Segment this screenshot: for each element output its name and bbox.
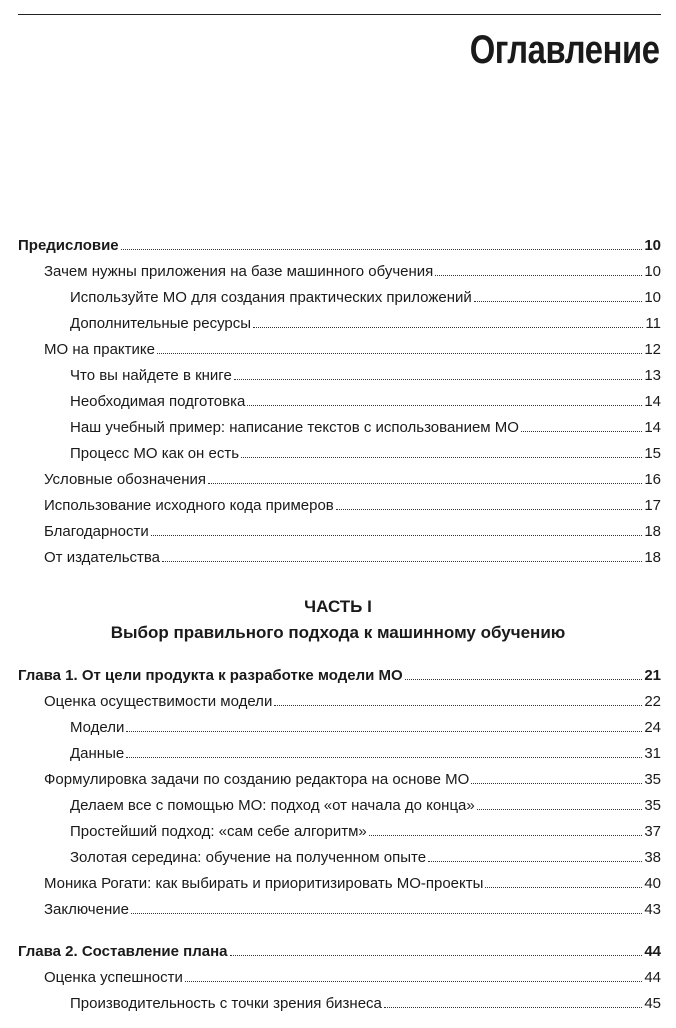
toc-page: 38	[644, 849, 661, 866]
toc-page: 45	[644, 995, 661, 1012]
toc-label: Заключение	[44, 901, 129, 918]
toc-entry[interactable]	[70, 842, 661, 866]
toc-entry[interactable]	[44, 334, 661, 358]
leader-dots	[162, 561, 642, 562]
toc-label: Использование исходного кода примеров	[44, 497, 334, 514]
toc-entry[interactable]	[44, 962, 661, 986]
leader-dots	[247, 405, 642, 406]
leader-dots	[477, 809, 643, 810]
leader-dots	[521, 431, 642, 432]
toc-page: 14	[644, 393, 661, 410]
toc-entry[interactable]	[44, 256, 661, 280]
toc-entry[interactable]	[44, 894, 661, 918]
toc-entry[interactable]	[0, 936, 661, 960]
leader-dots	[369, 835, 643, 836]
toc-entry[interactable]	[70, 738, 661, 762]
leader-dots	[208, 483, 642, 484]
toc-entry[interactable]	[44, 764, 661, 788]
toc-entry[interactable]	[44, 490, 661, 514]
leader-dots	[185, 981, 642, 982]
leader-dots	[131, 913, 642, 914]
toc-entry[interactable]	[44, 542, 661, 566]
toc-entry[interactable]	[70, 386, 661, 410]
toc-page: 11	[645, 315, 661, 332]
toc-label: Предисловие	[18, 237, 119, 254]
leader-dots	[230, 955, 643, 956]
leader-dots	[274, 705, 642, 706]
leader-dots	[121, 249, 643, 250]
toc-page: 40	[644, 875, 661, 892]
toc-page: 18	[644, 549, 661, 566]
leader-dots	[126, 731, 642, 732]
toc-label: Наш учебный пример: написание текстов с использованием МО	[70, 419, 519, 436]
toc-page: 43	[644, 901, 661, 918]
toc-page: 12	[644, 341, 661, 358]
toc-label: Золотая середина: обучение на полученном опыте	[70, 849, 427, 866]
toc-entry[interactable]	[44, 686, 661, 710]
toc-label: Формулировка задачи по созданию редактора на основе МО	[44, 771, 470, 788]
toc-label: МО на практике	[44, 341, 155, 358]
toc-label: Оценка осуществимости модели	[44, 693, 273, 710]
toc-label: Модели	[70, 719, 125, 736]
toc-label: Оценка успешности	[44, 969, 183, 986]
toc-page: 35	[644, 797, 661, 814]
leader-dots	[435, 275, 642, 276]
toc-entry[interactable]	[70, 438, 661, 462]
toc-label: Глава 1. От цели продукта к разработке модели МО	[18, 667, 403, 684]
toc-page: 18	[644, 523, 661, 540]
toc-page: 21	[644, 667, 661, 684]
toc-page: 16	[644, 471, 661, 488]
toc-entry[interactable]	[44, 464, 661, 488]
toc-label: Используйте МО для создания практических приложений	[70, 289, 472, 306]
leader-dots	[151, 535, 643, 536]
top-rule	[18, 14, 661, 15]
toc-label: Глава 2. Составление плана	[18, 943, 228, 960]
leader-dots	[126, 757, 642, 758]
part-title: Выбор правильного подхода к машинному обучению	[110, 623, 566, 642]
toc-entry[interactable]	[70, 988, 661, 1012]
toc-entry[interactable]	[70, 790, 661, 814]
toc-entry[interactable]	[70, 282, 661, 306]
leader-dots	[405, 679, 643, 680]
toc-label: Зачем нужны приложения на базе машинного обучения	[44, 263, 434, 280]
toc-page: 10	[644, 289, 661, 306]
toc-page: 31	[644, 745, 661, 762]
leader-dots	[384, 1007, 642, 1008]
toc-entry[interactable]	[70, 412, 661, 436]
toc-entry[interactable]	[70, 360, 661, 384]
leader-dots	[336, 509, 643, 510]
toc-page: 22	[644, 693, 661, 710]
toc-label: Моника Рогати: как выбирать и приоритизировать МО-проекты	[44, 875, 484, 892]
toc-label: Простейший подход: «сам себе алгоритм»	[70, 823, 367, 840]
leader-dots	[253, 327, 643, 328]
toc-entry[interactable]	[44, 868, 661, 892]
toc-label: От издательства	[44, 549, 161, 566]
toc-page: 35	[644, 771, 661, 788]
toc-page: 44	[644, 969, 661, 986]
toc-page: 44	[644, 943, 661, 960]
leader-dots	[157, 353, 642, 354]
page-title: Оглавление	[470, 28, 660, 72]
toc-page: 13	[644, 367, 661, 384]
toc-entry[interactable]	[70, 712, 661, 736]
toc-page: 37	[644, 823, 661, 840]
part-number: ЧАСТЬ I	[304, 597, 372, 616]
toc-label: Делаем все с помощью МО: подход «от начала до конца»	[70, 797, 475, 814]
toc-label: Производительность с точки зрения бизнеса	[70, 995, 382, 1012]
leader-dots	[471, 783, 642, 784]
leader-dots	[234, 379, 643, 380]
leader-dots	[428, 861, 642, 862]
toc-label: Что вы найдете в книге	[70, 367, 232, 384]
toc-entry[interactable]	[70, 308, 661, 332]
toc-entry[interactable]	[0, 660, 661, 684]
toc-page: 15	[644, 445, 661, 462]
toc-entry[interactable]	[70, 816, 661, 840]
toc-label: Данные	[70, 745, 125, 762]
toc-page: 10	[644, 263, 661, 280]
toc-label: Дополнительные ресурсы	[70, 315, 252, 332]
leader-dots	[474, 301, 643, 302]
toc-entry[interactable]	[0, 230, 661, 254]
toc-entry[interactable]	[44, 516, 661, 540]
leader-dots	[241, 457, 642, 458]
toc-label: Процесс МО как он есть	[70, 445, 240, 462]
toc-label: Благодарности	[44, 523, 149, 540]
toc-page: 10	[644, 237, 661, 254]
toc-page: 17	[644, 497, 661, 514]
toc-page: 24	[644, 719, 661, 736]
toc-label: Условные обозначения	[44, 471, 207, 488]
toc-page: 14	[644, 419, 661, 436]
leader-dots	[485, 887, 642, 888]
toc-label: Необходимая подготовка	[70, 393, 246, 410]
